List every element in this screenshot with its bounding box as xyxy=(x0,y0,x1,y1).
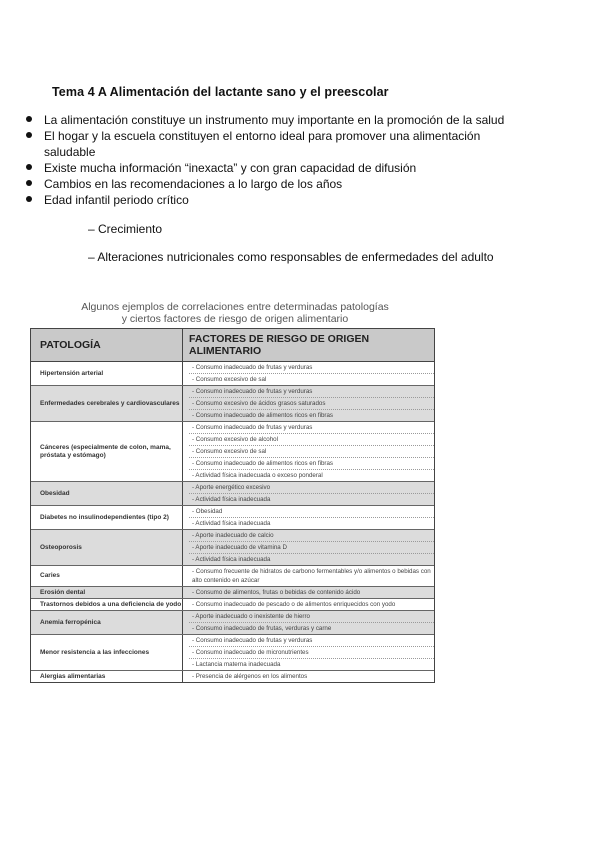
table-row xyxy=(31,530,434,566)
table-row xyxy=(31,422,434,482)
pathology-cell: Caries xyxy=(31,566,183,586)
pathology-cell: Osteoporosis xyxy=(31,530,183,565)
bullet-text: Edad infantil periodo crítico xyxy=(44,193,189,207)
factor-line: - Consumo inadecuado de frutas y verduras xyxy=(189,422,434,434)
factors-cell xyxy=(183,611,434,634)
figure-title-line: Algunos ejemplos de correlaciones entre determinadas patologías xyxy=(81,301,389,313)
factor-line: - Aporte inadecuado o inexistente de hierro xyxy=(189,611,434,623)
factor-line: - Actividad física inadecuada xyxy=(192,496,271,503)
table-body xyxy=(31,362,434,682)
table-row xyxy=(31,671,434,682)
factor-line: - Consumo inadecuado de micronutrientes xyxy=(189,647,434,659)
risk-factors-table xyxy=(30,328,435,683)
factor-line: - Actividad física inadecuada o exceso ponderal xyxy=(192,472,323,479)
factor-line: - Consumo inadecuado de pescado o de alimentos enriquecidos con yodo xyxy=(192,601,396,608)
sub-item-growth: – Crecimiento xyxy=(88,222,163,236)
pathology-cell: Diabetes no insulinodependientes (tipo 2) xyxy=(31,506,183,529)
factor-line: - Consumo inadecuado de alimentos ricos en fibras xyxy=(192,412,334,419)
table-row xyxy=(31,362,434,386)
factors-cell xyxy=(183,599,434,610)
factor-line: - Consumo excesivo de ácidos grasos saturados xyxy=(189,398,434,410)
bullet-text: Cambios en las recomendaciones a lo largo de los años xyxy=(44,177,343,191)
pathology-cell: Enfermedades cerebrales y cardiovasculares xyxy=(31,386,183,421)
factors-cell xyxy=(183,482,434,505)
figure-title xyxy=(30,301,440,325)
table-row xyxy=(31,635,434,671)
factors-cell xyxy=(183,587,434,598)
bullet-text: Existe mucha información “inexacta” y con gran capacidad de difusión xyxy=(44,161,417,175)
factor-line: - Actividad física inadecuada xyxy=(192,520,271,527)
table-row xyxy=(31,482,434,506)
factors-cell xyxy=(183,530,434,565)
factor-line: - Actividad física inadecuada xyxy=(192,556,271,563)
table-row xyxy=(31,587,434,599)
pathology-cell: Obesidad xyxy=(31,482,183,505)
factor-line: - Consumo frecuente de hidratos de carbono fermentables y/o alimentos o bebidas con alto contenido en azúcar xyxy=(192,568,431,584)
factor-line: - Consumo excesivo de sal xyxy=(189,446,434,458)
factor-line: - Consumo de alimentos, frutas o bebidas de contenido ácido xyxy=(192,589,361,596)
bullet-dot-icon xyxy=(26,180,32,186)
factors-cell xyxy=(183,386,434,421)
table-row xyxy=(31,566,434,587)
header-pathology: PATOLOGÍA xyxy=(31,329,183,361)
pathology-cell: Erosión dental xyxy=(31,587,183,598)
bullet-text: El hogar y la escuela constituyen el entorno ideal para promover una alimentación saludable xyxy=(44,129,481,159)
factors-cell xyxy=(183,506,434,529)
factors-cell xyxy=(183,362,434,385)
factor-line: - Consumo inadecuado de frutas, verduras y carne xyxy=(192,625,332,632)
factor-line: - Lactancia materna inadecuada xyxy=(192,661,281,668)
figure-title-line: y ciertos factores de riesgo de origen alimentario xyxy=(121,313,349,325)
factor-line: - Aporte inadecuado de calcio xyxy=(189,530,434,542)
factors-cell xyxy=(183,422,434,481)
table-row xyxy=(31,599,434,611)
pathology-cell: Alergias alimentarias xyxy=(31,671,183,682)
factor-line: - Consumo inadecuado de frutas y verduras xyxy=(189,362,434,374)
factors-cell xyxy=(183,671,434,682)
factor-line: - Consumo inadecuado de frutas y verduras xyxy=(189,386,434,398)
header-factors: FACTORES DE RIESGO DE ORIGEN ALIMENTARIO xyxy=(189,333,370,357)
sub-item-nutrition: – Alteraciones nutricionales como responsables de enfermedades del adulto xyxy=(88,250,494,264)
pathology-cell: Anemia ferropénica xyxy=(31,611,183,634)
table-row xyxy=(31,611,434,635)
page-title: Tema 4 A Alimentación del lactante sano y el preescolar xyxy=(52,85,389,99)
factor-line: - Obesidad xyxy=(189,506,434,518)
table-row xyxy=(31,386,434,422)
table-row xyxy=(31,506,434,530)
factor-line: - Aporte inadecuado de vitamina D xyxy=(189,542,434,554)
bullet-dot-icon xyxy=(26,196,32,202)
pathology-cell: Cánceres (especialmente de colon, mama, próstata y estómago) xyxy=(31,422,183,481)
factor-line: - Presencia de alérgenos en los alimentos xyxy=(192,673,308,680)
factors-cell xyxy=(183,635,434,670)
factors-cell xyxy=(183,566,434,586)
bullet-dot-icon xyxy=(26,116,32,122)
pathology-cell: Menor resistencia a las infecciones xyxy=(31,635,183,670)
factor-line: - Consumo inadecuado de alimentos ricos en fibras xyxy=(189,458,434,470)
bullet-text: La alimentación constituye un instrumento muy importante en la promoción de la salud xyxy=(44,113,505,127)
pathology-cell: Hipertensión arterial xyxy=(31,362,183,385)
factor-line: - Consumo excesivo de sal xyxy=(192,376,267,383)
table-header xyxy=(31,329,434,362)
factor-line: - Consumo excesivo de alcohol xyxy=(189,434,434,446)
factor-line: - Aporte energético excesivo xyxy=(189,482,434,494)
bullet-dot-icon xyxy=(26,132,32,138)
bullet-dot-icon xyxy=(26,164,32,170)
factor-line: - Consumo inadecuado de frutas y verduras xyxy=(189,635,434,647)
pathology-cell: Trastornos debidos a una deficiencia de yodo xyxy=(31,599,183,610)
